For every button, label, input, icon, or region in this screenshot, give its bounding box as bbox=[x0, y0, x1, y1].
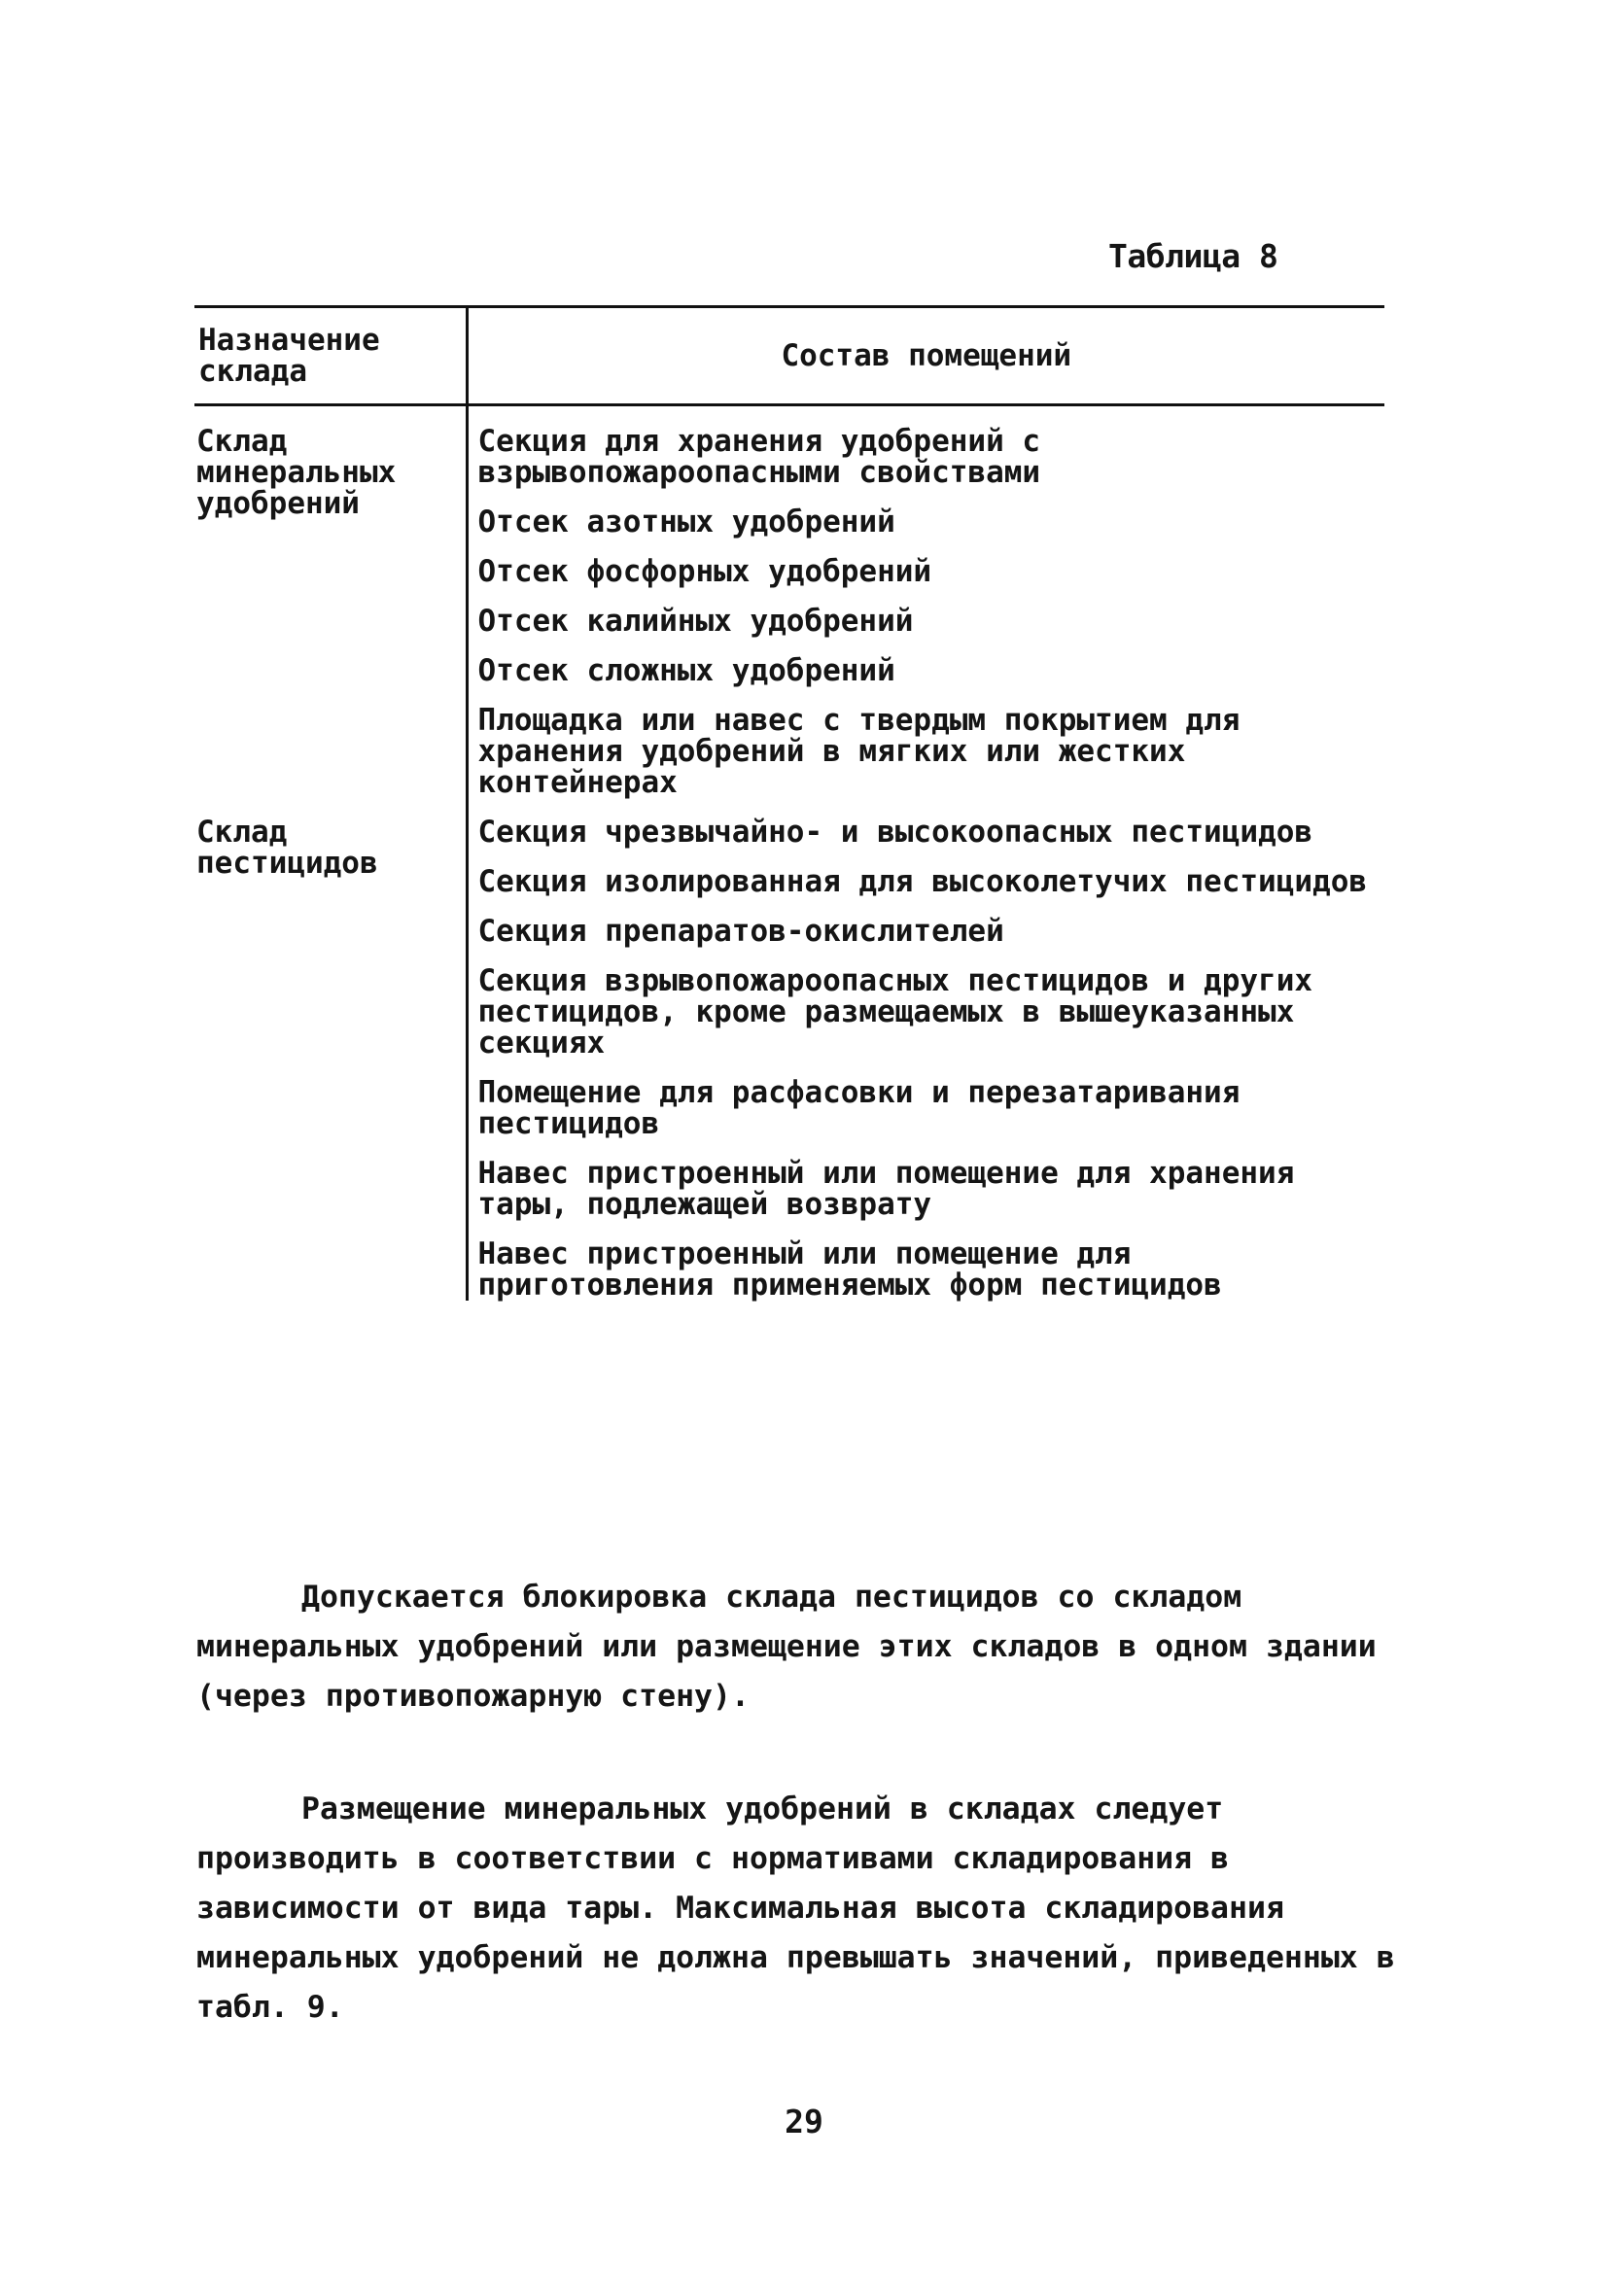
room-item: Секция для хранения удобрений с взрывопожароопасными свойствами bbox=[477, 424, 1041, 490]
header-rooms: Состав помещений bbox=[467, 307, 1384, 405]
room-item: Секция препаратов-окислителей bbox=[477, 914, 1004, 949]
page-number: 29 bbox=[785, 2103, 823, 2140]
purpose-cell: Склад пестицидов bbox=[194, 817, 467, 1301]
room-item: Секция чрезвычайно- и высокоопасных пестицидов bbox=[477, 815, 1313, 850]
room-item: Отсек калийных удобрений bbox=[477, 604, 914, 639]
table-row bbox=[194, 817, 1384, 1301]
room-item: Отсек сложных удобрений bbox=[477, 653, 895, 688]
purpose-cell: Склад минеральных удобрений bbox=[194, 405, 467, 818]
room-item: Отсек азотных удобрений bbox=[477, 504, 895, 539]
body-paragraph: Допускается блокировка склада пестицидов со складом минеральных удобрений или размещение этих складов в одном здании (через противопожарную стену). bbox=[196, 1580, 1377, 1714]
room-item: Навес пристроенный или помещение для приготовления применяемых форм пестицидов bbox=[477, 1236, 1222, 1303]
table-row bbox=[194, 405, 1384, 818]
body-paragraph: Размещение минеральных удобрений в складах следует производить в соответствии с нормативами складирования в зависимости от вида тары. Максимальная высота складирования минеральных удобрений не должна превышать значений, приведенных в табл. 9. bbox=[196, 1792, 1395, 2025]
room-item: Навес пристроенный или помещение для хранения тары, подлежащей возврату bbox=[477, 1156, 1295, 1222]
storage-rooms-table bbox=[194, 305, 1384, 1301]
rooms-cell bbox=[467, 405, 1384, 818]
room-item: Секция взрывопожароопасных пестицидов и других пестицидов, кроме размещаемых в вышеуказанных секциях bbox=[477, 963, 1313, 1061]
room-item: Отсек фосфорных удобрений bbox=[477, 554, 932, 589]
table-caption: Таблица 8 bbox=[1108, 237, 1278, 275]
table-header-row bbox=[194, 307, 1384, 405]
room-item: Секция изолированная для высоколетучих пестицидов bbox=[477, 864, 1368, 899]
room-item: Площадка или навес с твердым покрытием для хранения удобрений в мягких или жестких контейнерах bbox=[477, 703, 1241, 800]
rooms-cell bbox=[467, 817, 1384, 1301]
room-item: Помещение для расфасовки и перезатаривания пестицидов bbox=[477, 1075, 1241, 1141]
header-purpose: Назначение склада bbox=[194, 307, 467, 405]
